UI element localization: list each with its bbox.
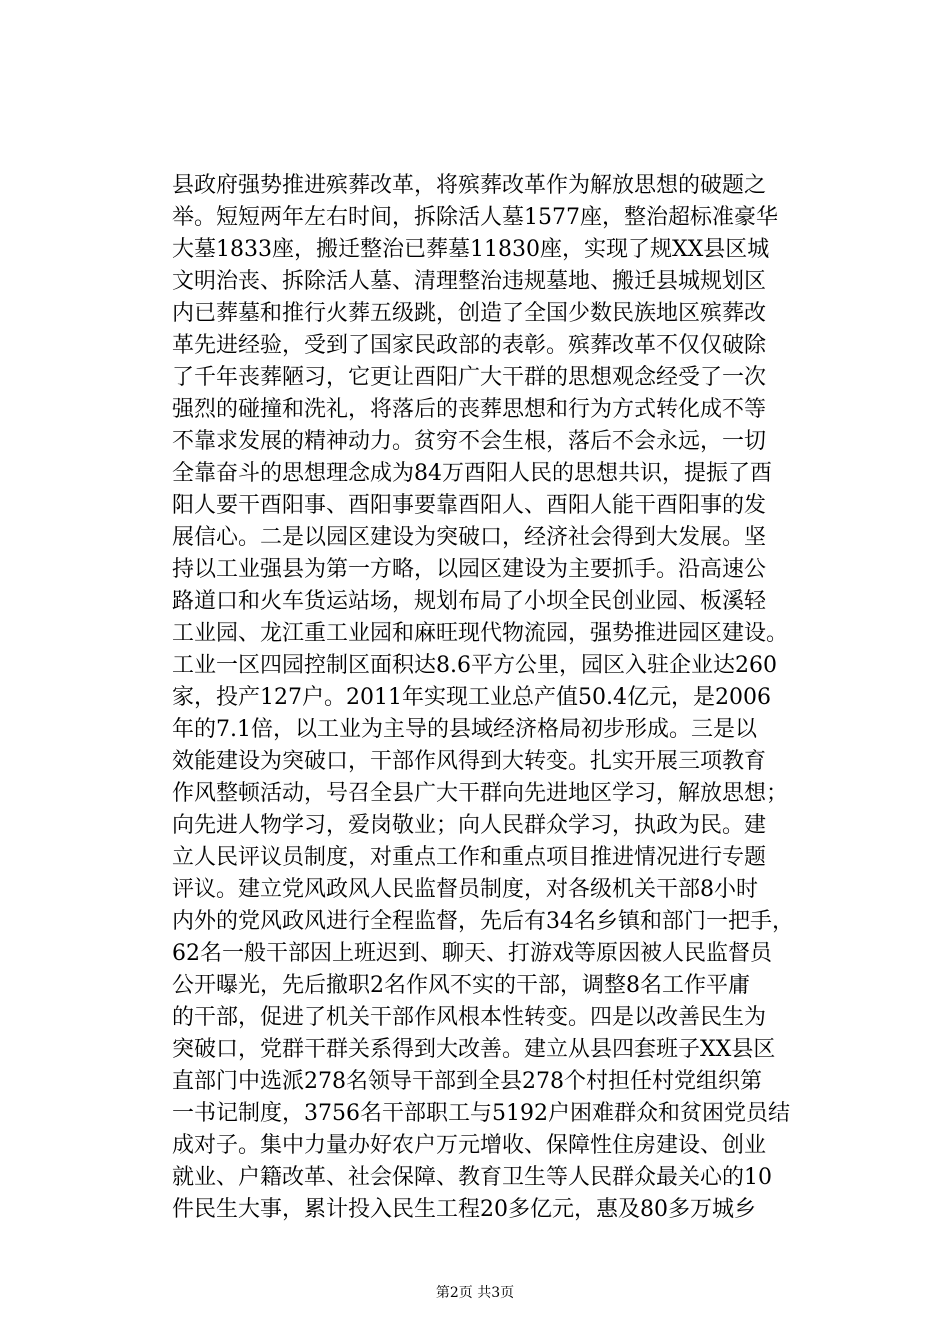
text-line: 突破口，党群干群关系得到大改善。建立从县四套班子XX县区 xyxy=(172,1037,776,1062)
text-line: 公开曝光，先后撤职2名作风不实的干部，调整8名工作平庸 xyxy=(172,973,750,998)
text-line: 县政府强势推进殡葬改革，将殡葬改革作为解放思想的破题之 xyxy=(172,173,767,198)
text-line: 了千年丧葬陋习，它更让酉阳广大干群的思想观念经受了一次 xyxy=(172,365,767,390)
text-line: 62名一般干部因上班迟到、聊天、打游戏等原因被人民监督员 xyxy=(172,941,772,966)
text-line: 举。短短两年左右时间，拆除活人墓1577座，整治超标准豪华 xyxy=(172,205,778,230)
text-line: 效能建设为突破口，干部作风得到大转变。扎实开展三项教育 xyxy=(172,749,767,774)
text-line: 工业一区四园控制区面积达8.6平方公里，园区入驻企业达260 xyxy=(172,653,777,678)
text-line: 一书记制度，3756名干部职工与5192户困难群众和贫困党员结 xyxy=(172,1101,790,1126)
text-line: 立人民评议员制度，对重点工作和重点项目推进情况进行专题 xyxy=(172,845,767,870)
text-line: 内外的党风政风进行全程监督，先后有34名乡镇和部门一把手， xyxy=(172,909,794,934)
text-line: 作风整顿活动，号召全县广大干群向先进地区学习，解放思想； xyxy=(172,781,789,806)
text-line: 持以工业强县为第一方略，以园区建设为主要抓手。沿高速公 xyxy=(172,557,767,582)
document-body xyxy=(172,170,832,1226)
text-line: 强烈的碰撞和洗礼，将落后的丧葬思想和行为方式转化成不等 xyxy=(172,397,767,422)
text-line: 路道口和火车货运站场，规划布局了小坝全民创业园、板溪轻 xyxy=(172,589,767,614)
page-number: 第2页 共3页 xyxy=(435,1285,515,1301)
text-line: 成对子。集中力量办好农户万元增收、保障性住房建设、创业 xyxy=(172,1133,767,1158)
text-line: 文明治丧、拆除活人墓、清理整治违规墓地、搬迁县城规划区 xyxy=(172,269,767,294)
text-line: 件民生大事，累计投入民生工程20多亿元，惠及80多万城乡 xyxy=(172,1197,756,1222)
text-line: 阳人要干酉阳事、酉阳事要靠酉阳人、酉阳人能干酉阳事的发 xyxy=(172,493,767,518)
text-line: 就业、户籍改革、社会保障、教育卫生等人民群众最关心的10 xyxy=(172,1165,772,1190)
text-line: 直部门中选派278名领导干部到全县278个村担任村党组织第 xyxy=(172,1069,762,1094)
text-line: 展信心。二是以园区建设为突破口，经济社会得到大发展。坚 xyxy=(172,525,767,550)
text-line: 不靠求发展的精神动力。贫穷不会生根，落后不会永远，一切 xyxy=(172,429,767,454)
page-footer xyxy=(0,1283,950,1303)
text-line: 内已葬墓和推行火葬五级跳，创造了全国少数民族地区殡葬改 xyxy=(172,301,767,326)
text-line: 评议。建立党风政风人民监督员制度，对各级机关干部8小时 xyxy=(172,877,758,902)
text-line: 家，投产127户。2011年实现工业总产值50.4亿元，是2006 xyxy=(172,685,771,710)
text-line: 的干部，促进了机关干部作风根本性转变。四是以改善民生为 xyxy=(172,1005,767,1030)
text-line: 工业园、龙江重工业园和麻旺现代物流园，强势推进园区建设。 xyxy=(172,621,789,646)
text-line: 革先进经验，受到了国家民政部的表彰。殡葬改革不仅仅破除 xyxy=(172,333,767,358)
text-line: 年的7.1倍，以工业为主导的县域经济格局初步形成。三是以 xyxy=(172,717,757,742)
text-line: 大墓1833座，搬迁整治已葬墓11830座，实现了规XX县区城 xyxy=(172,237,770,262)
text-line: 全靠奋斗的思想理念成为84万酉阳人民的思想共识，提振了酉 xyxy=(172,461,772,486)
text-line: 向先进人物学习，爱岗敬业；向人民群众学习，执政为民。建 xyxy=(172,813,767,838)
